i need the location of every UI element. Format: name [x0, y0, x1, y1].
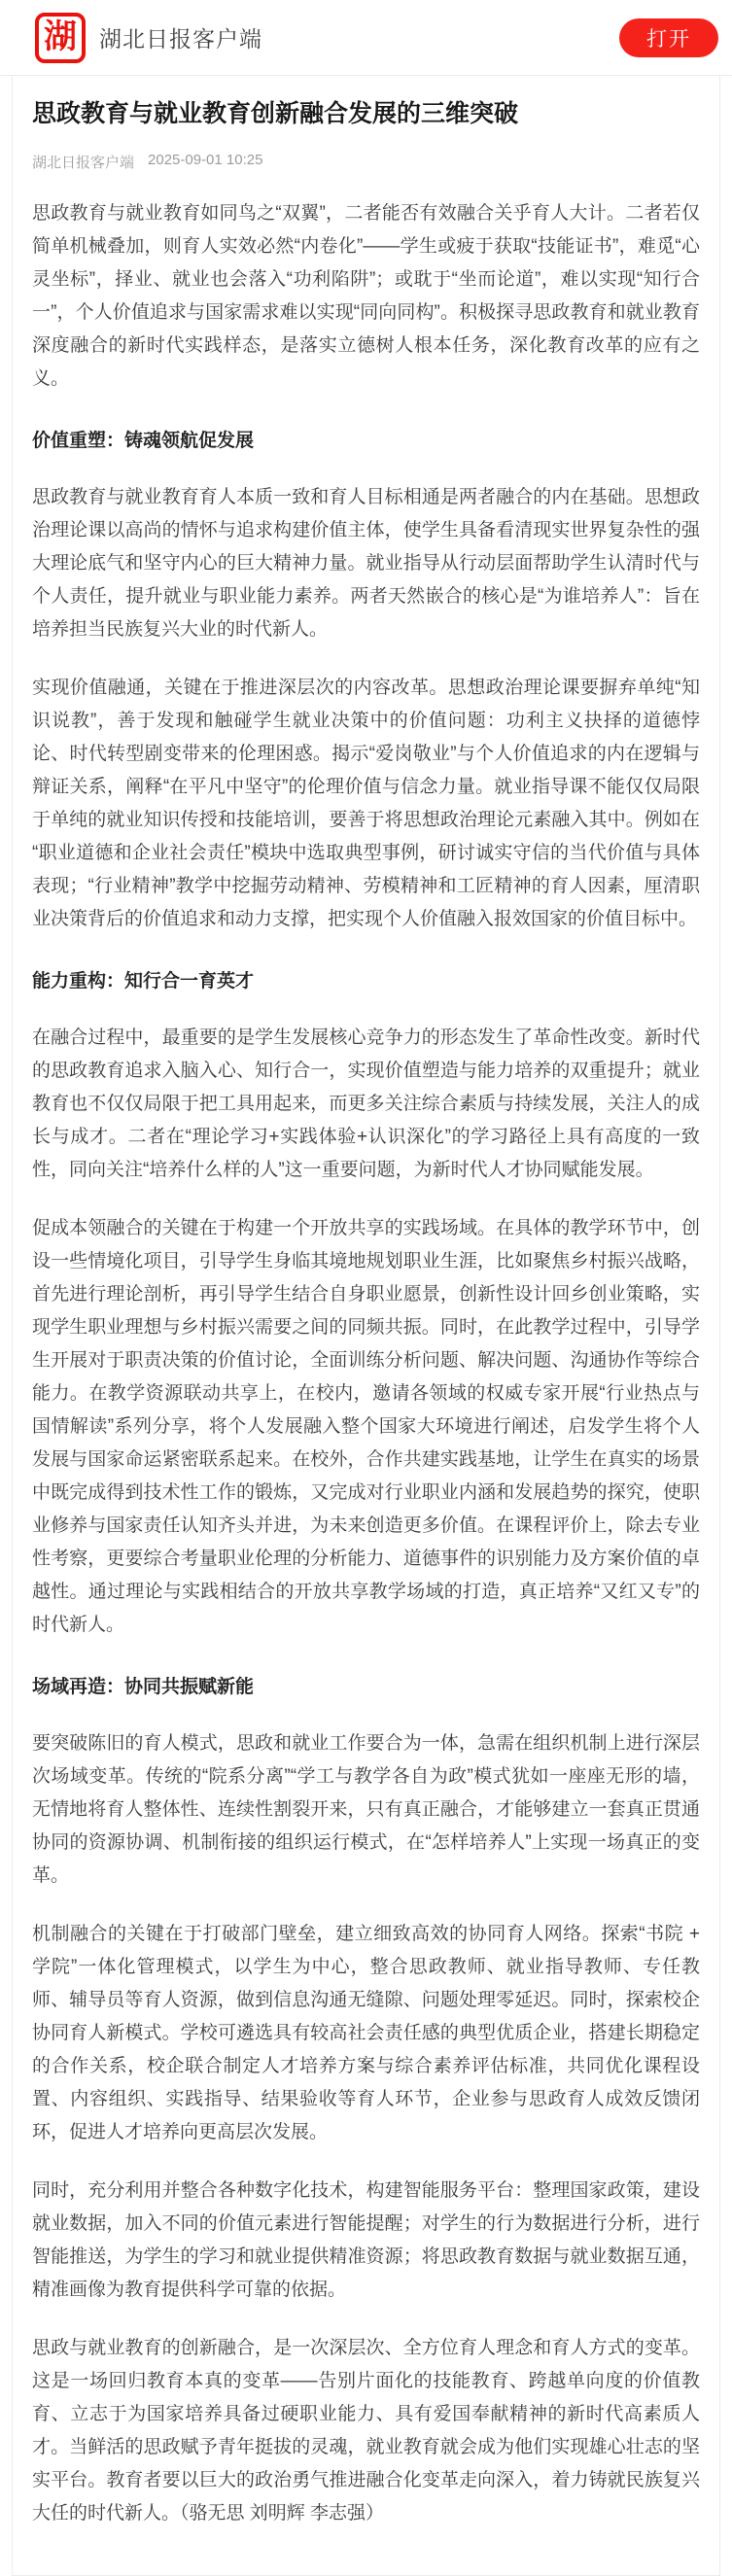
- app-name-label: 湖北日报客户端: [99, 26, 262, 52]
- article-paragraph: 思政教育与就业教育育人本质一致和育人目标相通是两者融合的内在基础。思想政治理论课以高尚的情怀与追求构建价值主体，使学生具备看清现实世界复杂性的强大理论底气和坚守内心的巨大精神力量。就业指导从行动层面帮助学生认清时代与个人责任，提升就业与职业能力素养。两者天然嵌合的核心是“为谁培养人”：旨在培养担当民族复兴大业的时代新人。: [32, 487, 700, 640]
- article-paragraph: 机制融合的关键在于打破部门壁垒，建立细致高效的协同育人网络。探索“书院 + 学院”一体化管理模式，以学生为中心，整合思政教师、就业指导教师、专任教师、辅导员等育人资源，做到信息沟通无缝隙、问题处理零延迟。同时，探索校企协同育人新模式。学校可遴选具有较高社会责任感的典型优质企业，搭建长期稳定的合作关系，校企联合制定人才培养方案与综合素养评估标准，共同优化课程设置、内容组织、实践指导、结果验收等育人环节，企业参与思政育人成效反馈闭环，促进人才培养向更高层次发展。: [32, 1924, 700, 2142]
- article-paragraph: 在融合过程中，最重要的是学生发展核心竞争力的形态发生了革命性改变。新时代的思政教育追求入脑入心、知行合一，实现价值塑造与能力培养的双重提升；就业教育也不仅仅局限于把工具用起来，而更多关注综合素质与持续发展，关注人的成长与成才。二者在“理论学习+实践体验+认识深化”的学习路径上具有高度的一致性，同向关注“培养什么样的人”这一重要问题，为新时代人才协同赋能发展。: [32, 1027, 700, 1180]
- article-card: [12, 76, 720, 2576]
- article-paragraph: 促成本领融合的关键在于构建一个开放共享的实践场域。在具体的教学环节中，创设一些情境化项目，引导学生身临其境地规划职业生涯，比如聚焦乡村振兴战略，首先进行理论剖析，再引导学生结合自身职业愿景，创新性设计回乡创业策略，实现学生职业理想与乡村振兴需要之间的同频共振。同时，在此教学过程中，引导学生开展对于职责决策的价值讨论，全面训练分析问题、解决问题、沟通协作等综合能力。在教学资源联动共享上，在校内，邀请各领域的权威专家开展“行业热点与国情解读”系列分享，将个人发展融入整个国家大环境进行阐述，启发学生将个人发展与国家命运紧密联系起来。在校外，合作共建实践基地，让学生在真实的场景中既完成得到技术性工作的锻炼，又完成对行业职业内涵和发展趋势的探究，使职业修养与国家责任认知齐头并进，为未来创造更多价值。在课程评价上，除去专业性考察，更要综合考量职业伦理的分析能力、道德事件的识别能力及方案价值的卓越性。通过理论与实践相结合的开放共享教学场域的打造，真正培养“又红又专”的时代新人。: [32, 1218, 700, 1635]
- open-app-button[interactable]: 打开: [619, 18, 718, 57]
- article-publish-time: 2025-09-01 10:25: [148, 152, 263, 168]
- section-heading: 场域再造：协同共振赋新能: [32, 1677, 255, 1697]
- article-source: 湖北日报客户端: [32, 155, 135, 171]
- section-heading: 能力重构：知行合一育英才: [32, 971, 255, 992]
- app-logo-icon: [35, 13, 86, 63]
- article-paragraph: 要突破陈旧的育人模式，思政和就业工作要合为一体，急需在组织机制上进行深层次场域变革。传统的“院系分离”“学工与教学各自为政”模式犹如一座座无形的墙，无情地将育人整体性、连续性割裂开来，只有真正融合，才能够建立一套真正贯通协同的资源协调、机制衔接的组织运行模式，在“怎样培养人”上实现一场真正的变革。: [32, 1733, 700, 1886]
- article-body: [32, 197, 700, 2530]
- section-heading: 价值重塑：铸魂领航促发展: [32, 431, 255, 451]
- article-paragraph: 思政与就业教育的创新融合，是一次深层次、全方位育人理念和育人方式的变革。这是一场回归教育本真的变革——告别片面化的技能教育、跨越单向度的价值教育、立志于为国家培养具备过硬职业能力、具有爱国奉献精神的新时代高素质人才。当鲜活的思政赋予青年挺拔的灵魂，就业教育就会成为他们实现雄心壮志的坚实平台。教育者要以巨大的政治勇气推进融合化变革走向深入，着力铸就民族复兴大任的时代新人。（骆无思 刘明辉 李志强）: [32, 2338, 700, 2524]
- article-meta: [32, 152, 700, 172]
- app-logo-character: 湖: [44, 18, 77, 55]
- app-banner: [0, 0, 732, 76]
- article-paragraph: 同时，充分利用并整合各种数字化技术，构建智能服务平台：整理国家政策，建设就业数据，加入不同的价值元素进行智能提醒；对学生的行为数据进行分析，进行智能推送，为学生的学习和就业提供精准资源；将思政教育数据与就业数据互通，精准画像为教育提供科学可靠的依据。: [32, 2180, 700, 2300]
- article-title: 思政教育与就业教育创新融合发展的三维突破: [32, 100, 519, 127]
- article-paragraph: 思政教育与就业教育如同鸟之“双翼”，二者能否有效融合关乎育人大计。二者若仅简单机械叠加，则育人实效必然“内卷化”——学生或疲于获取“技能证书”，难觅“心灵坐标”，择业、就业也会落入“功利陷阱”；或耽于“坐而论道”，难以实现“知行合一”，个人价值追求与国家需求难以实现“同向同构”。积极探寻思政教育和就业教育深度融合的新时代实践样态，是落实立德树人根本任务，深化教育改革的应有之义。: [32, 203, 700, 389]
- article-paragraph: 实现价值融通，关键在于推进深层次的内容改革。思想政治理论课要摒弃单纯“知识说教”，善于发现和触碰学生就业决策中的价值问题：功利主义抉择的道德悖论、时代转型剧变带来的伦理困惑。揭示“爱岗敬业”与个人价值追求的内在逻辑与辩证关系，阐释“在平凡中坚守”的伦理价值与信念力量。就业指导课不能仅仅局限于单纯的就业知识传授和技能培训，要善于将思想政治理论元素融入其中。例如在“职业道德和企业社会责任”模块中选取典型事例，研讨诚实守信的当代价值与具体表现；“行业精神”教学中挖掘劳动精神、劳模精神和工匠精神的育人因素，厘清职业决策背后的价值追求和动力支撑，把实现个人价值融入报效国家的价值目标中。: [32, 678, 700, 929]
